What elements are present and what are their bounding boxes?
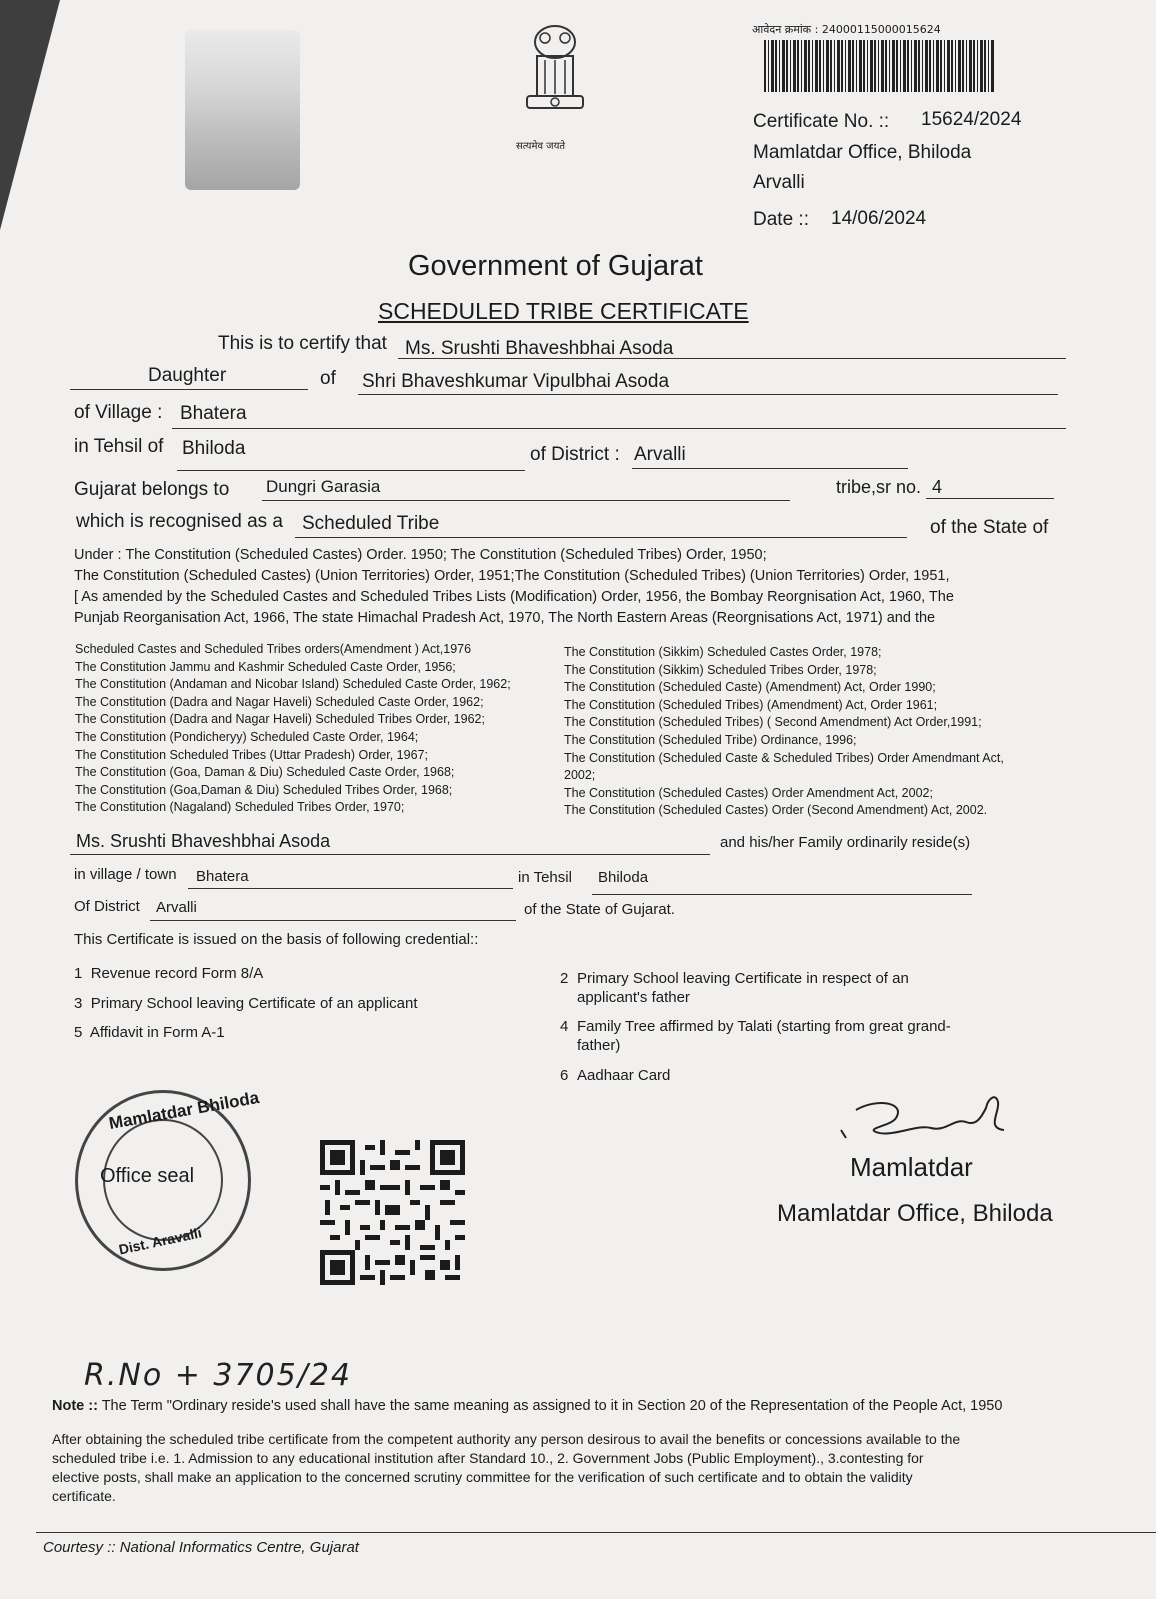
tribe-sr-underline [926,498,1054,499]
order-item: The Constitution (Scheduled Castes) Order Amendment Act, 2002; [564,785,933,800]
district-label: of District : [530,444,620,465]
issue-date: 14/06/2024 [831,208,927,229]
tribe-underline [262,500,790,501]
certify-label: This is to certify that [218,333,387,354]
seal-bottom-text: Dist. Aravalli [117,1224,204,1258]
order-item: The Constitution Scheduled Tribes (Uttar Pradesh) Order, 1967; [75,747,428,762]
signature-icon [836,1088,1016,1158]
qr-code [320,1140,465,1285]
order-item: The Constitution (Andaman and Nicobar Island) Scheduled Caste Order, 1962; [75,677,511,692]
recognised-value: Scheduled Tribe [302,513,440,534]
tehsil-value: Bhiloda [182,438,246,459]
tribe-sr-number: 4 [932,477,943,497]
note-para-line: After obtaining the scheduled tribe certificate from the competent authority any person desirous to avail the benefits or concessions available to the [52,1431,961,1447]
office-seal [75,1087,261,1271]
tehsil-underline [177,470,525,471]
relation-underline [70,389,308,390]
village-underline [172,428,1066,429]
village-label: of Village : [74,402,163,423]
applicant-photo [185,30,300,190]
order-item: The Constitution (Nagaland) Scheduled Tribes Order, 1970; [75,800,405,815]
order-item: 2002; [564,768,596,783]
under-clause [74,545,954,629]
family-reside-label: and his/her Family ordinarily reside(s) [720,834,971,851]
residence-district-value: Arvalli [156,899,197,916]
note-para-line: scheduled tribe i.e. 1. Admission to any educational institution after Standard 10., 2. Government Jobs (Public Employment)., 3.contesting for [52,1450,924,1466]
credential-item: 3 Primary School leaving Certificate of an applicant [74,995,418,1012]
orders-right-list [564,644,1004,820]
order-item: The Constitution (Dadra and Nagar Haveli) Scheduled Caste Order, 1962; [75,694,484,709]
issuing-district: Arvalli [753,172,805,193]
tehsil-label: in Tehsil of [74,436,164,457]
barcode [764,40,994,92]
relation: Daughter [148,365,227,386]
order-item: The Constitution (Sikkim) Scheduled Castes Order, 1978; [564,645,882,659]
father-name: Shri Bhaveshkumar Vipulbhai Asoda [362,371,670,392]
credential-item: 4 Family Tree affirmed by Talati (starting from great grand- father) [560,1018,951,1054]
resident-name-underline [70,854,710,855]
resident-name: Ms. Srushti Bhaveshbhai Asoda [76,831,331,851]
folded-corner [0,0,60,230]
father-underline [358,394,1058,395]
order-item: The Constitution (Scheduled Caste & Scheduled Tribes) Order Amendmant Act, [564,750,1004,765]
order-item: The Constitution (Scheduled Caste) (Amendment) Act, Order 1990; [564,680,936,695]
under-line: The Constitution (Scheduled Castes) (Union Territories) Order, 1951;The Constitution (Scheduled Tribes) (Union Territories) Order, 1951, [74,568,950,584]
order-item: The Constitution (Goa,Daman & Diu) Scheduled Tribes Order, 1968; [75,782,453,797]
order-item: Scheduled Castes and Scheduled Tribes orders(Amendment ) Act,1976 [75,642,472,656]
date-label: Date :: [753,209,809,230]
under-line: Under : The Constitution (Scheduled Castes) Order. 1950; The Constitution (Scheduled Tribes) Order, 1950; [74,547,767,563]
seal-top-text: Mamlatdar Bhiloda [107,1087,261,1134]
handwritten-registration: R.No + 3705/24 [84,1358,353,1393]
footer-divider [36,1532,1156,1533]
residence-tehsil-underline [592,894,972,895]
of-label: of [320,368,336,389]
page-title: Government of Gujarat [408,250,703,282]
applicant-name: Ms. Srushti Bhaveshbhai Asoda [405,338,674,359]
residence-tehsil-label: in Tehsil [518,869,572,886]
emblem-motto: सत्यमेव जयते [516,141,566,152]
footer-courtesy: Courtesy :: National Informatics Centre, Gujarat [43,1539,359,1556]
issuing-office: Mamlatdar Office, Bhiloda [753,142,972,163]
note-para-line: elective posts, shall make an application to the concerned scrutiny committee for the verification of such certificate and to obtain the validity [52,1469,913,1485]
order-item: The Constitution (Pondicheryy) Scheduled Caste Order, 1964; [75,729,419,744]
note-para-line: certificate. [52,1488,116,1504]
state-of-label: of the State of [930,517,1049,538]
village-town-value: Bhatera [196,868,249,885]
order-item: The Constitution (Dadra and Nagar Haveli) Scheduled Tribes Order, 1962; [75,712,485,727]
village-town-label: in village / town [74,866,177,883]
belongs-label: Gujarat belongs to [74,479,230,500]
orders-left-list [75,641,511,817]
signatory-office: Mamlatdar Office, Bhiloda [777,1200,1053,1227]
order-item: The Constitution (Sikkim) Scheduled Tribes Order, 1978; [564,662,877,677]
under-line: [ As amended by the Scheduled Castes and Scheduled Tribes Lists (Modification) Order, 1956, the Bombay Reorgnisation Act, 1960, The [74,589,954,605]
name-underline [398,358,1066,359]
recognised-label: which is recognised as a [76,511,283,532]
order-item: The Constitution (Scheduled Tribes) (Amendment) Act, Order 1961; [564,697,938,712]
credential-item: 1 Revenue record Form 8/A [74,965,264,982]
order-item: The Constitution (Scheduled Tribes) ( Second Amendment) Act Order,1991; [564,715,982,730]
credential-item: 2 Primary School leaving Certificate in respect of an applicant's father [560,970,909,1006]
credential-item: 6 Aadhaar Card [560,1067,671,1084]
order-item: The Constitution (Scheduled Castes) Order (Second Amendment) Act, 2002. [564,803,988,818]
district-underline [632,468,908,469]
village-town-underline [188,888,513,889]
recognised-underline [295,537,907,538]
district-value: Arvalli [634,444,686,465]
order-item: The Constitution Jammu and Kashmir Scheduled Caste Order, 1956; [75,659,456,674]
residence-tehsil-value: Bhiloda [598,869,649,886]
under-line: Punjab Reorganisation Act, 1966, The state Himachal Pradesh Act, 1970, The North Eastern Areas (Reorgnisations Act, 1971) and the [74,610,936,626]
credentials-intro: This Certificate is issued on the basis of following credential:: [74,931,479,948]
note-line: Note :: The Term "Ordinary reside's used shall have the same meaning as assigned to it in Section 20 of the Representation of the People Act, 1950 [52,1398,1003,1414]
note-paragraph [52,1430,960,1506]
national-emblem-icon [515,20,595,130]
certificate-type: SCHEDULED TRIBE CERTIFICATE [378,298,749,324]
residence-district-underline [150,920,516,921]
village-value: Bhatera [180,403,247,424]
certificate-number-label: Certificate No. :: [753,111,890,132]
credential-item: 5 Affidavit in Form A-1 [74,1024,225,1041]
signatory-title: Mamlatdar [850,1152,973,1182]
application-number: आवेदन क्रमांक : 24000115000015624 [752,23,941,36]
order-item: The Constitution (Scheduled Tribe) Ordinance, 1996; [564,732,857,747]
tribe-name: Dungri Garasia [266,477,381,496]
certificate-number: 15624/2024 [921,109,1022,130]
residence-district-label: Of District [74,898,140,915]
tribe-sr-label: tribe,sr no. [836,477,922,497]
state-gujarat-label: of the State of Gujarat. [524,901,675,918]
seal-center-text: Office seal [100,1165,195,1187]
order-item: The Constitution (Goa, Daman & Diu) Scheduled Caste Order, 1968; [75,765,455,780]
